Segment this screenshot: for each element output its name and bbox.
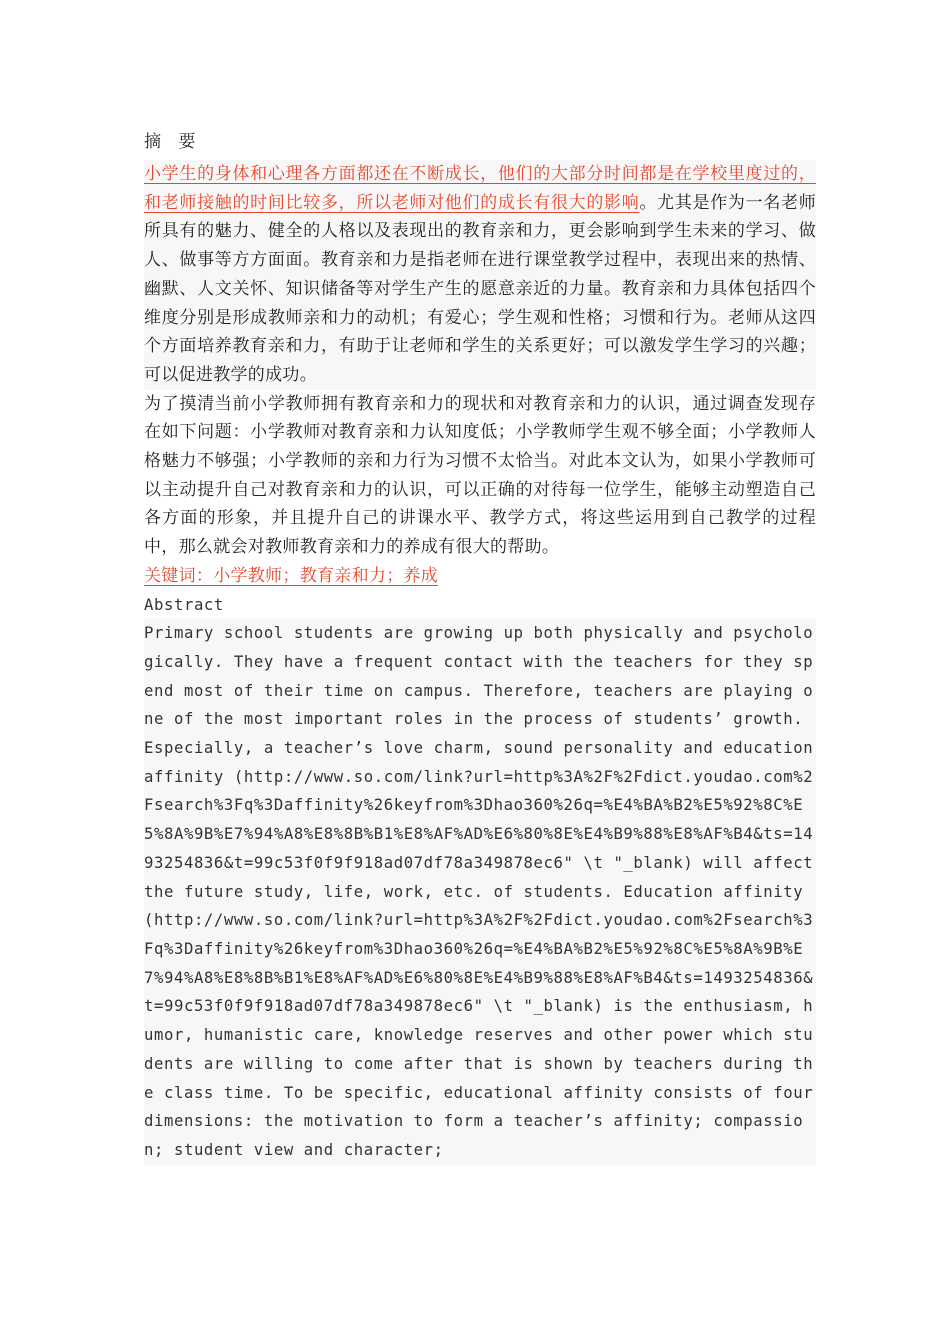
zh-keywords: 关键词：小学教师；教育亲和力；养成 [144,565,439,586]
zh-paragraph-1-rest: 。尤其是作为一名老师所具有的魅力、健全的人格以及表现出的教育亲和力，更会影响到学生未来的学习、做人、做事等方方面面。教育亲和力是指老师在进行课堂教学过程中，表现出来的热情、幽默、人文关怀、知识储备等对学生产生的愿意亲近的力量。教育亲和力具体包括四个维度分别是形成教师亲和力的动机；有爱心；学生观和性格；习惯和行为。老师从这四个方面培养教育亲和力，有助于让老师和学生的关系更好；可以激发学生学习的兴趣；可以促进教学的成功。 [144,192,817,385]
zh-abstract-paragraph-1 [144,160,816,390]
en-abstract-body: Primary school students are growing up both physically and psychologically. They have a frequent contact with the teachers for they spend most of their time on campus. Therefore, teachers are playing one of the most important roles in the process of students’ growth. Especially, a teacher’s love charm, sound personality and education affinity (http://www.so.com/link?url=http%3A%2F%2Fdict.youdao.com%2Fsearch%3Fq%3Daffinity%26keyfrom%3Dhao360%26q=%E4%BA%B2%E5%92%8C%E5%8A%9B%E7%94%A8%E8%8B%B1%E8%AF%AD%E6%80%8E%E4%B9%88%E8%AF%B4&ts=1493254836&t=99c53f0f9f918ad07df78a349878ec6" \t "_blank) will affect the future study, life, work, etc. of students. Education affinity (http://www.so.com/link?url=http%3A%2F%2Fdict.youdao.com%2Fsearch%3Fq%3Daffinity%26keyfrom%3Dhao360%26q=%E4%BA%B2%E5%92%8C%E5%8A%9B%E7%94%A8%E8%8B%B1%E8%AF%AD%E6%80%8E%E4%B9%88%E8%AF%B4&ts=1493254836&t=99c53f0f9f918ad07df78a349878ec6" \t "_blank) is the enthusiasm, humor, humanistic care, knowledge reserves and other power which students are willing to come after that is shown by teachers during the class time. To be specific, educational affinity consists of four dimensions: the motivation to form a teacher’s affinity; compassion; student view and character; [144,619,816,1164]
zh-highlighted-sentence: 小学生的身体和心理各方面都还在不断成长，他们的大部分时间都是在学校里度过的，和老师接触的时间比较多，所以老师对他们的成长有很大的影响 [144,164,816,213]
zh-abstract-paragraph-2: 为了摸清当前小学教师拥有教育亲和力的现状和对教育亲和力的认识，通过调查发现存在如下问题：小学教师对教育亲和力认知度低；小学教师学生观不够全面；小学教师人格魅力不够强；小学教师的亲和力行为习惯不太恰当。对此本文认为，如果小学教师可以主动提升自己对教育亲和力的认识，可以正确的对待每一位学生，能够主动塑造自己各方面的形象，并且提升自己的讲课水平、教学方式，将这些运用到自己教学的过程中，那么就会对教师教育亲和力的养成有很大的帮助。 [144,393,816,558]
en-abstract-heading: Abstract [144,595,224,614]
document-page [144,124,816,1165]
zh-abstract-heading: 摘 要 [144,132,202,152]
